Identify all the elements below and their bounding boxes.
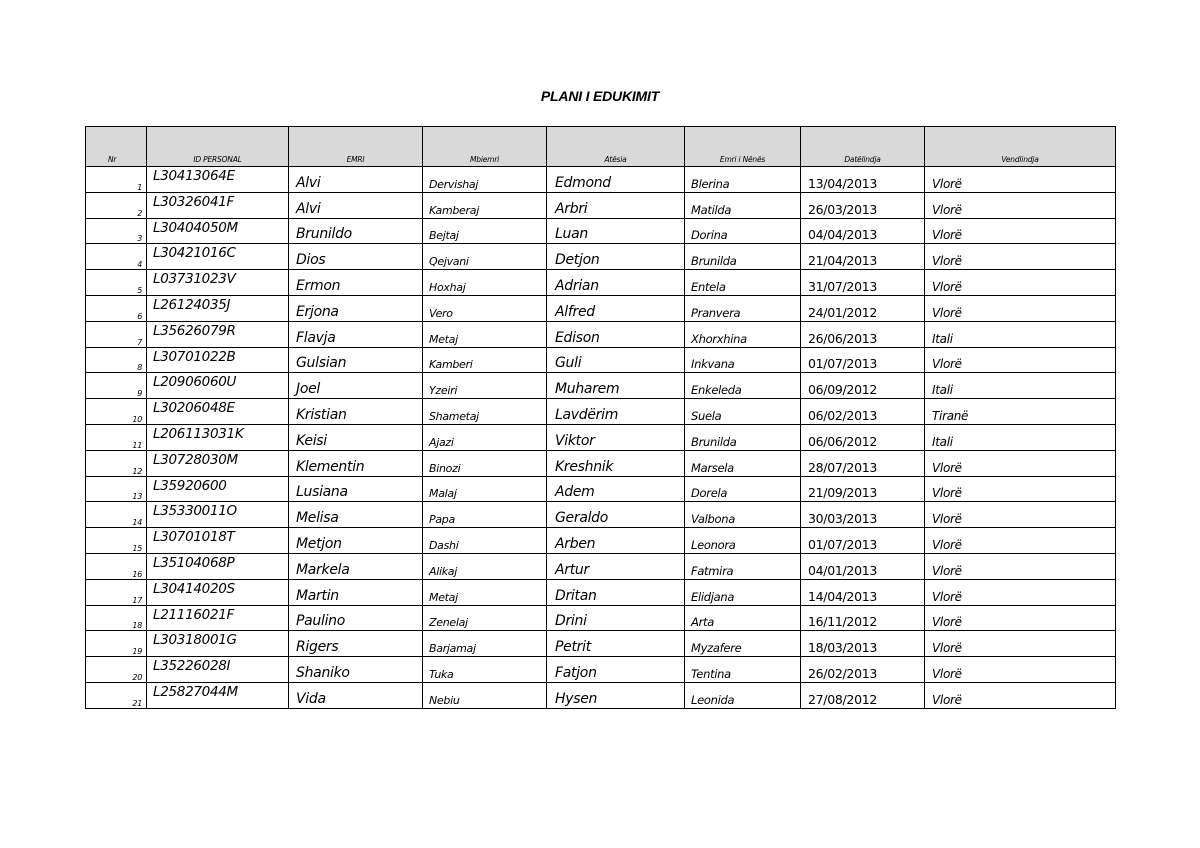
table-row [86, 424, 1116, 450]
cell-atesia: Fatjon [547, 657, 685, 683]
table-row [86, 295, 1116, 321]
table-row [86, 631, 1116, 657]
cell-nr: 17 [86, 579, 147, 605]
cell-emri: Flavja [289, 321, 423, 347]
cell-emri: Alvi [289, 167, 423, 193]
cell-emri: Gulsian [289, 347, 423, 373]
cell-emri-i-nenes: Arta [685, 605, 801, 631]
cell-id-personal: L30318001G [147, 631, 289, 657]
table-row [86, 528, 1116, 554]
cell-nr: 15 [86, 528, 147, 554]
cell-mbiemri: Binozi [423, 450, 547, 476]
cell-emri: Markela [289, 553, 423, 579]
cell-vendlindja: Vlorë [925, 167, 1116, 193]
cell-nr: 6 [86, 295, 147, 321]
cell-emri-i-nenes: Fatmira [685, 553, 801, 579]
cell-datelindja: 30/03/2013 [801, 502, 925, 528]
cell-vendlindja: Vlorë [925, 192, 1116, 218]
cell-vendlindja: Vlorë [925, 682, 1116, 708]
cell-id-personal: L30421016C [147, 244, 289, 270]
cell-atesia: Petrit [547, 631, 685, 657]
table-row [86, 399, 1116, 425]
cell-emri: Alvi [289, 192, 423, 218]
cell-mbiemri: Kamberaj [423, 192, 547, 218]
cell-mbiemri: Zenelaj [423, 605, 547, 631]
page-title: PLANI I EDUKIMIT [540, 88, 660, 104]
header-row [86, 127, 1116, 167]
cell-datelindja: 14/04/2013 [801, 579, 925, 605]
cell-mbiemri: Metaj [423, 579, 547, 605]
cell-mbiemri: Ajazi [423, 424, 547, 450]
cell-emri: Vida [289, 682, 423, 708]
cell-atesia: Edison [547, 321, 685, 347]
cell-emri: Melisa [289, 502, 423, 528]
cell-vendlindja: Tiranë [925, 399, 1116, 425]
cell-emri-i-nenes: Enkeleda [685, 373, 801, 399]
cell-nr: 5 [86, 270, 147, 296]
cell-datelindja: 27/08/2012 [801, 682, 925, 708]
cell-datelindja: 06/09/2012 [801, 373, 925, 399]
cell-atesia: Edmond [547, 167, 685, 193]
cell-emri: Klementin [289, 450, 423, 476]
cell-mbiemri: Papa [423, 502, 547, 528]
cell-mbiemri: Malaj [423, 476, 547, 502]
cell-datelindja: 31/07/2013 [801, 270, 925, 296]
cell-emri: Ermon [289, 270, 423, 296]
header-id-personal: ID PERSONAL [147, 127, 289, 167]
cell-emri: Erjona [289, 295, 423, 321]
cell-nr: 2 [86, 192, 147, 218]
table-body [86, 167, 1116, 709]
cell-nr: 1 [86, 167, 147, 193]
cell-vendlindja: Vlorë [925, 270, 1116, 296]
cell-vendlindja: Itali [925, 373, 1116, 399]
table-row [86, 192, 1116, 218]
cell-nr: 20 [86, 657, 147, 683]
table-row [86, 373, 1116, 399]
cell-id-personal: L30404050M [147, 218, 289, 244]
cell-emri: Kristian [289, 399, 423, 425]
cell-emri-i-nenes: Matilda [685, 192, 801, 218]
header-atesia: Atësia [547, 127, 685, 167]
cell-emri-i-nenes: Brunilda [685, 244, 801, 270]
cell-datelindja: 28/07/2013 [801, 450, 925, 476]
cell-datelindja: 21/09/2013 [801, 476, 925, 502]
cell-datelindja: 01/07/2013 [801, 347, 925, 373]
cell-mbiemri: Nebiu [423, 682, 547, 708]
cell-atesia: Muharem [547, 373, 685, 399]
cell-emri: Joel [289, 373, 423, 399]
table-row [86, 682, 1116, 708]
cell-id-personal: L21116021F [147, 605, 289, 631]
cell-mbiemri: Barjamaj [423, 631, 547, 657]
table-row [86, 657, 1116, 683]
cell-atesia: Hysen [547, 682, 685, 708]
cell-mbiemri: Vero [423, 295, 547, 321]
cell-atesia: Guli [547, 347, 685, 373]
header-emri-i-nenes: Emri i Nënës [685, 127, 801, 167]
cell-datelindja: 21/04/2013 [801, 244, 925, 270]
cell-id-personal: L206113031K [147, 424, 289, 450]
cell-emri: Rigers [289, 631, 423, 657]
cell-atesia: Adem [547, 476, 685, 502]
cell-nr: 16 [86, 553, 147, 579]
cell-vendlindja: Vlorë [925, 502, 1116, 528]
table-header [86, 127, 1116, 167]
cell-id-personal: L26124035J [147, 295, 289, 321]
cell-emri: Metjon [289, 528, 423, 554]
cell-datelindja: 06/06/2012 [801, 424, 925, 450]
cell-id-personal: L30326041F [147, 192, 289, 218]
cell-emri-i-nenes: Leonora [685, 528, 801, 554]
cell-atesia: Dritan [547, 579, 685, 605]
cell-emri-i-nenes: Tentina [685, 657, 801, 683]
cell-mbiemri: Hoxhaj [423, 270, 547, 296]
cell-id-personal: L30413064E [147, 167, 289, 193]
cell-datelindja: 24/01/2012 [801, 295, 925, 321]
cell-mbiemri: Qejvani [423, 244, 547, 270]
table-row [86, 553, 1116, 579]
cell-nr: 18 [86, 605, 147, 631]
cell-id-personal: L35226028I [147, 657, 289, 683]
table-row [86, 579, 1116, 605]
cell-vendlindja: Vlorë [925, 347, 1116, 373]
cell-emri-i-nenes: Entela [685, 270, 801, 296]
cell-atesia: Alfred [547, 295, 685, 321]
table-row [86, 347, 1116, 373]
cell-emri-i-nenes: Suela [685, 399, 801, 425]
cell-vendlindja: Vlorë [925, 218, 1116, 244]
cell-datelindja: 01/07/2013 [801, 528, 925, 554]
cell-nr: 4 [86, 244, 147, 270]
cell-mbiemri: Dashi [423, 528, 547, 554]
cell-mbiemri: Bejtaj [423, 218, 547, 244]
cell-mbiemri: Dervishaj [423, 167, 547, 193]
table-row [86, 167, 1116, 193]
header-emri: EMRI [289, 127, 423, 167]
cell-nr: 9 [86, 373, 147, 399]
cell-mbiemri: Metaj [423, 321, 547, 347]
cell-id-personal: L30206048E [147, 399, 289, 425]
cell-emri: Brunildo [289, 218, 423, 244]
header-nr: Nr [86, 127, 147, 167]
cell-id-personal: L35330011O [147, 502, 289, 528]
cell-mbiemri: Alikaj [423, 553, 547, 579]
cell-atesia: Drini [547, 605, 685, 631]
cell-nr: 21 [86, 682, 147, 708]
cell-atesia: Arben [547, 528, 685, 554]
cell-vendlindja: Vlorë [925, 244, 1116, 270]
cell-atesia: Detjon [547, 244, 685, 270]
cell-emri: Dios [289, 244, 423, 270]
cell-emri-i-nenes: Leonida [685, 682, 801, 708]
cell-nr: 11 [86, 424, 147, 450]
cell-nr: 14 [86, 502, 147, 528]
cell-atesia: Lavdërim [547, 399, 685, 425]
cell-emri-i-nenes: Marsela [685, 450, 801, 476]
cell-atesia: Adrian [547, 270, 685, 296]
cell-id-personal: L30414020S [147, 579, 289, 605]
cell-datelindja: 06/02/2013 [801, 399, 925, 425]
cell-vendlindja: Itali [925, 424, 1116, 450]
cell-emri: Shaniko [289, 657, 423, 683]
cell-emri-i-nenes: Brunilda [685, 424, 801, 450]
cell-id-personal: L35920600 [147, 476, 289, 502]
cell-vendlindja: Vlorë [925, 476, 1116, 502]
cell-nr: 7 [86, 321, 147, 347]
table-row [86, 605, 1116, 631]
cell-datelindja: 26/06/2013 [801, 321, 925, 347]
cell-vendlindja: Itali [925, 321, 1116, 347]
cell-emri-i-nenes: Dorela [685, 476, 801, 502]
table-row [86, 476, 1116, 502]
cell-atesia: Geraldo [547, 502, 685, 528]
header-vendlindja: Vendlindja [925, 127, 1116, 167]
cell-datelindja: 04/04/2013 [801, 218, 925, 244]
cell-nr: 19 [86, 631, 147, 657]
cell-datelindja: 26/03/2013 [801, 192, 925, 218]
cell-vendlindja: Vlorë [925, 528, 1116, 554]
cell-nr: 8 [86, 347, 147, 373]
cell-id-personal: L30701018T [147, 528, 289, 554]
table-row [86, 450, 1116, 476]
cell-vendlindja: Vlorë [925, 295, 1116, 321]
cell-emri-i-nenes: Inkvana [685, 347, 801, 373]
cell-nr: 12 [86, 450, 147, 476]
cell-nr: 3 [86, 218, 147, 244]
cell-atesia: Arbri [547, 192, 685, 218]
cell-datelindja: 26/02/2013 [801, 657, 925, 683]
cell-emri-i-nenes: Myzafere [685, 631, 801, 657]
cell-emri-i-nenes: Blerina [685, 167, 801, 193]
cell-mbiemri: Tuka [423, 657, 547, 683]
cell-vendlindja: Vlorë [925, 450, 1116, 476]
cell-nr: 10 [86, 399, 147, 425]
header-datelindja: Datëlindja [801, 127, 925, 167]
cell-datelindja: 13/04/2013 [801, 167, 925, 193]
cell-id-personal: L35626079R [147, 321, 289, 347]
cell-mbiemri: Kamberi [423, 347, 547, 373]
cell-id-personal: L30701022B [147, 347, 289, 373]
cell-id-personal: L25827044M [147, 682, 289, 708]
cell-atesia: Artur [547, 553, 685, 579]
cell-emri-i-nenes: Elidjana [685, 579, 801, 605]
cell-emri: Keisi [289, 424, 423, 450]
cell-emri: Lusiana [289, 476, 423, 502]
cell-vendlindja: Vlorë [925, 657, 1116, 683]
cell-emri-i-nenes: Dorina [685, 218, 801, 244]
cell-mbiemri: Yzeiri [423, 373, 547, 399]
cell-vendlindja: Vlorë [925, 553, 1116, 579]
cell-vendlindja: Vlorë [925, 631, 1116, 657]
cell-emri-i-nenes: Valbona [685, 502, 801, 528]
table-row [86, 321, 1116, 347]
cell-emri: Paulino [289, 605, 423, 631]
table-row [86, 502, 1116, 528]
cell-emri-i-nenes: Xhorxhina [685, 321, 801, 347]
students-table [85, 126, 1116, 709]
cell-id-personal: L30728030M [147, 450, 289, 476]
header-mbiemri: Mbiemri [423, 127, 547, 167]
cell-vendlindja: Vlorë [925, 579, 1116, 605]
cell-mbiemri: Shametaj [423, 399, 547, 425]
table-row [86, 270, 1116, 296]
cell-id-personal: L03731023V [147, 270, 289, 296]
cell-atesia: Viktor [547, 424, 685, 450]
cell-emri-i-nenes: Pranvera [685, 295, 801, 321]
cell-nr: 13 [86, 476, 147, 502]
cell-datelindja: 16/11/2012 [801, 605, 925, 631]
table-row [86, 218, 1116, 244]
cell-atesia: Luan [547, 218, 685, 244]
cell-atesia: Kreshnik [547, 450, 685, 476]
table-row [86, 244, 1116, 270]
cell-vendlindja: Vlorë [925, 605, 1116, 631]
cell-datelindja: 18/03/2013 [801, 631, 925, 657]
cell-id-personal: L20906060U [147, 373, 289, 399]
cell-datelindja: 04/01/2013 [801, 553, 925, 579]
cell-emri: Martin [289, 579, 423, 605]
cell-id-personal: L35104068P [147, 553, 289, 579]
